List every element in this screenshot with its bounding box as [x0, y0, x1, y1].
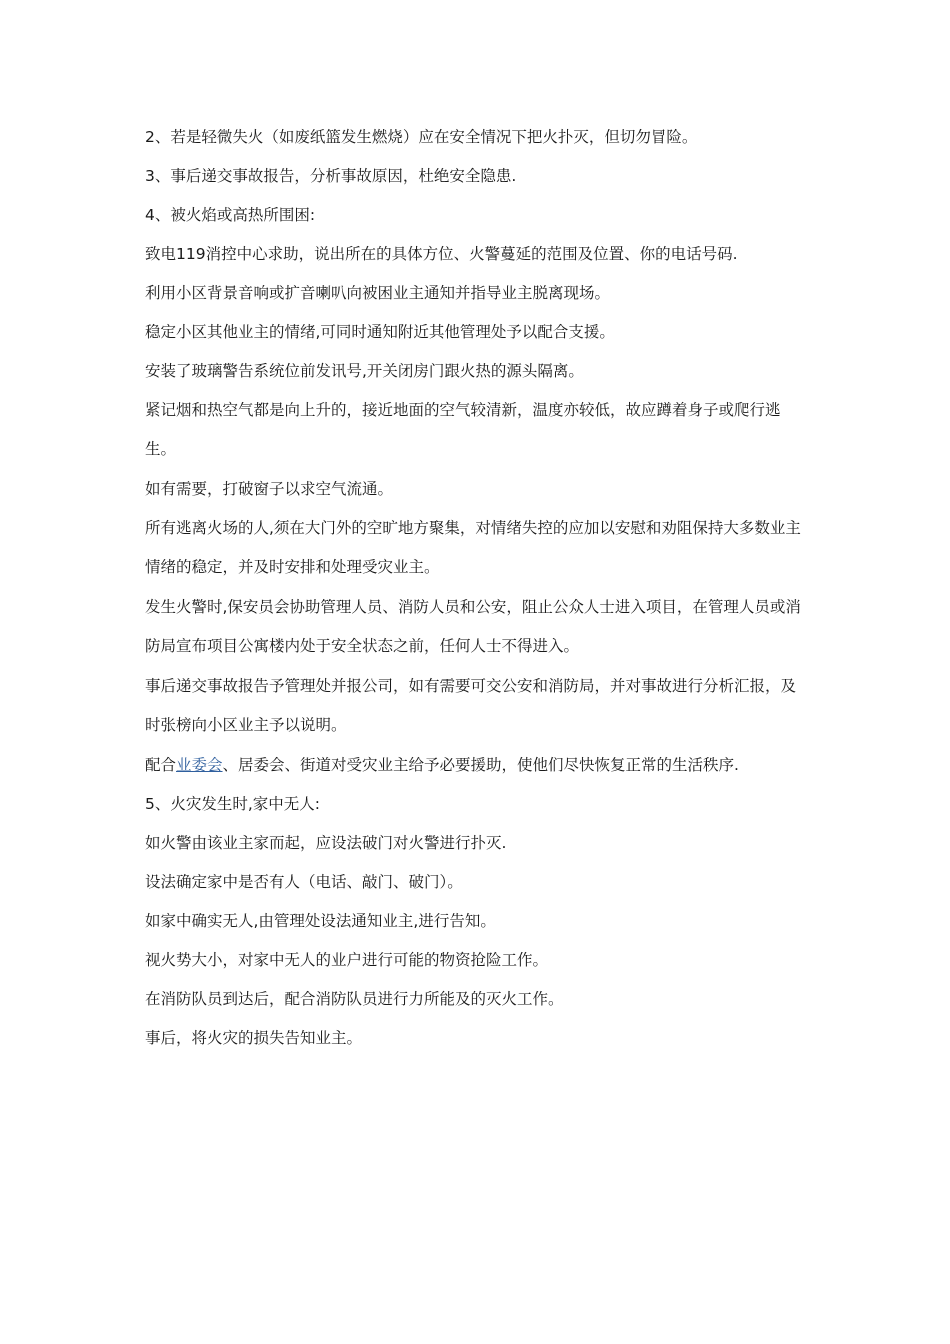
paragraph: 如火警由该业主家而起，应设法破门对火警进行扑灭.: [145, 834, 507, 852]
link-prefix-text: 配合: [145, 756, 177, 774]
paragraph-with-link: [145, 752, 810, 778]
document-body: [145, 124, 810, 1064]
paragraph: 发生火警时,保安员会协助管理人员、消防人员和公安，阻止公众人士进入项目，在管理人员或消防局宣布项目公寓楼内处于安全状态之前，任何人士不得进入。: [145, 598, 801, 655]
paragraph: 2、若是轻微失火（如废纸篮发生燃烧）应在安全情况下把火扑灭，但切勿冒险。: [145, 128, 698, 146]
paragraph: 设法确定家中是否有人（电话、敲门、破门）。: [145, 873, 463, 891]
paragraph: 如家中确实无人,由管理处设法通知业主,进行告知。: [145, 912, 496, 930]
paragraph: 视火势大小，对家中无人的业户进行可能的物资抢险工作。: [145, 951, 549, 969]
paragraph: 5、火灾发生时,家中无人:: [145, 795, 321, 813]
paragraph: 紧记烟和热空气都是向上升的，接近地面的空气较清新，温度亦较低，故应蹲着身子或爬行逃生。: [145, 401, 781, 458]
paragraph: 所有逃离火场的人,须在大门外的空旷地方聚集，对情绪失控的应加以安慰和劝阻保持大多数业主情绪的稳定，并及时安排和处理受灾业主。: [145, 519, 801, 576]
paragraph: 3、事后递交事故报告，分析事故原因，杜绝安全隐患.: [145, 167, 517, 185]
paragraph: 事后递交事故报告予管理处并报公司，如有需要可交公安和消防局，并对事故进行分析汇报，及时张榜向小区业主予以说明。: [145, 677, 797, 734]
paragraph: 4、被火焰或高热所围困:: [145, 206, 316, 224]
paragraph: 稳定小区其他业主的情绪,可同时通知附近其他管理处予以配合支援。: [145, 323, 615, 341]
paragraph: 如有需要，打破窗子以求空气流通。: [145, 480, 394, 498]
link-suffix-text: 、居委会、街道对受灾业主给予必要援助，使他们尽快恢复正常的生活秩序.: [222, 756, 739, 774]
paragraph: 利用小区背景音响或扩音喇叭向被困业主通知并指导业主脱离现场。: [145, 284, 611, 302]
paragraph: 事后，将火灾的损失告知业主。: [145, 1029, 363, 1047]
committee-link[interactable]: 业委会: [176, 756, 223, 774]
paragraph: 在消防队员到达后，配合消防队员进行力所能及的灭火工作。: [145, 990, 564, 1008]
paragraph: 安装了玻璃警告系统位前发讯号,开关闭房门跟火热的源头隔离。: [145, 362, 584, 380]
paragraph: 致电119消控中心求助，说出所在的具体方位、火警蔓延的范围及位置、你的电话号码.: [145, 245, 738, 263]
